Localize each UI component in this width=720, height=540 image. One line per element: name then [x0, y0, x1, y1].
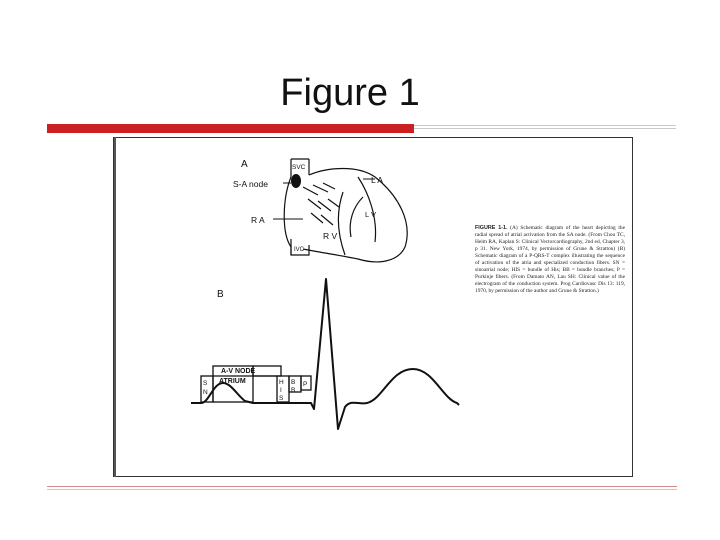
label-s2: S — [279, 395, 284, 402]
label-atrium: ATRIUM — [219, 378, 246, 385]
label-n: N — [203, 389, 208, 396]
caption-body: (A) Schematic diagram of the heart depicting the radial spread of atrial activation from the SA node. (From Chou TC, Helm RA, Kaplan S: Clinical Vectorcardiography, 2nd ed, Chapter 3, p 31. New York, 1974, by permission of Grune & Stratton) (B) Schematic diagram of a P-QRS-T complex illustrating the sequence of activation of the atria and specialized conduction fibers. SN = sinoatrial node; HIS = bundle of His; BB = bundle branches; P = Purkinje fibers. (From Damato AN, Lau SH: Clinical value of the electrogram of the conduction system. Prog Cardiovasc Dis 13: 119, 1970, by permission of the author and Grune & Stratton.) — [475, 225, 625, 294]
label-svc: SVC — [292, 164, 306, 171]
label-h: H — [279, 379, 284, 386]
caption-heading: FIGURE 1-1. — [475, 225, 508, 231]
scan-frame — [114, 138, 633, 477]
figure-caption — [475, 225, 625, 295]
label-la: L A — [371, 175, 383, 185]
title-underline-gray — [414, 125, 676, 126]
label-b1: B — [291, 379, 296, 386]
label-lv: L V — [365, 210, 376, 219]
ecg-trace — [191, 279, 459, 429]
label-rv: R V — [323, 231, 338, 241]
scanned-figure — [113, 137, 633, 477]
label-sa-node: S-A node — [233, 179, 268, 189]
box-av-node-top — [253, 366, 281, 376]
title-underline-gray-2 — [414, 128, 676, 129]
activation-arrows — [303, 183, 339, 225]
label-ivc: IVC — [294, 247, 305, 253]
sa-node-marker — [291, 174, 301, 188]
label-ra: R A — [251, 215, 265, 225]
panel-a-letter: A — [241, 159, 248, 170]
inner-wall — [350, 197, 363, 237]
label-p: P — [303, 381, 308, 388]
label-av-node: A-V NODE — [221, 368, 256, 375]
label-b2: B — [291, 387, 296, 394]
footer-rule-gray — [47, 489, 677, 490]
panel-b-letter: B — [217, 289, 224, 300]
slide-title: Figure 1 — [280, 72, 420, 114]
label-s: S — [203, 380, 208, 387]
septum — [338, 192, 345, 255]
label-i: I — [280, 387, 282, 394]
title-underline-red — [47, 124, 414, 133]
figure-drawing — [113, 137, 633, 477]
footer-rule-red — [47, 486, 677, 487]
